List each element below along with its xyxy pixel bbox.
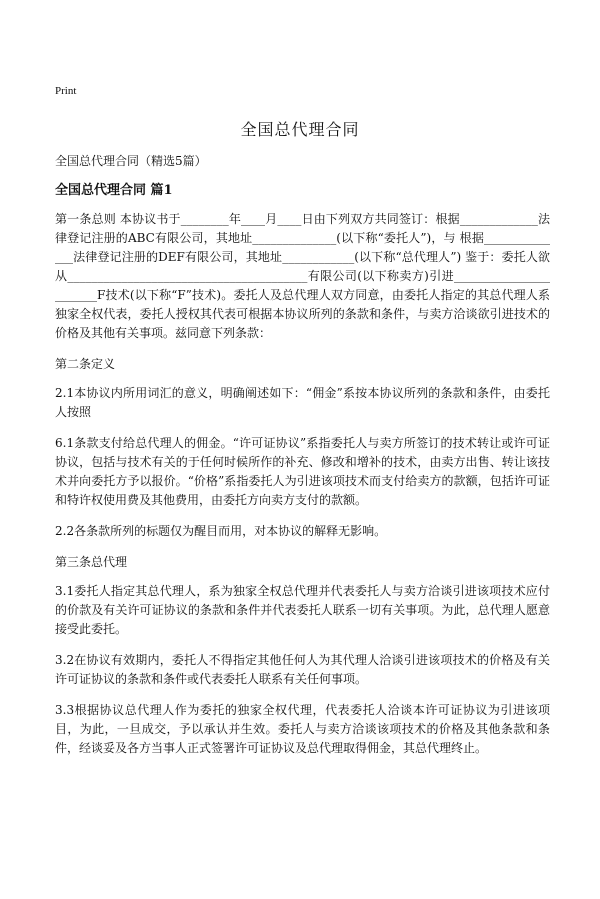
document-body bbox=[55, 152, 550, 770]
paragraph-2-2: 2.2各条款所列的标题仅为醒目而用，对本协议的解释无影响。 bbox=[55, 524, 387, 538]
paragraph-6-1: 6.1条款支付给总代理人的佣金。“许可证协议”系指委托人与卖方所签订的技术转让或许可证协议，包括与技术有关的于任何时候所作的补充、修改和增补的技术，由卖方出售、转让该技术并向委托方予以报价。“价格”系指委托人为引进该项技术而支付给卖方的款额，包括许可证和特许权使用费及其他费用，由委托方向卖方支付的款额。 bbox=[55, 436, 550, 507]
paragraph-article-3-title: 第三条总代理 bbox=[55, 555, 128, 569]
document-title: 全国总代理合同 bbox=[240, 120, 360, 139]
paragraph-3-2: 3.2在协议有效期内，委托人不得指定其他任何人为其代理人洽谈引进该项技术的价格及有关许可证协议的条款和条件或代表委托人联系有关任何事项。 bbox=[55, 653, 550, 686]
document-subtitle: 全国总代理合同（精选5篇） bbox=[55, 154, 207, 168]
print-label: Print bbox=[55, 85, 77, 97]
paragraph-article-2-title: 第二条定义 bbox=[55, 357, 116, 371]
paragraph-3-3: 3.3根据协议总代理人作为委托的独家全权代理，代表委托人洽谈本许可证协议为引进该项目，为此，一旦成交，予以承认并生效。委托人与卖方洽谈该项技术的价格及其他条款和条件，经谈妥及各方当事人正式签署许可证协议及总代理取得佣金，其总代理终止。 bbox=[55, 703, 550, 755]
paragraph-2-1: 2.1本协议内所用词汇的意义，明确阐述如下：“佣金”系按本协议所列的条款和条件，由委托人按照 bbox=[55, 386, 550, 419]
paragraph-article-1: 第一条总则 本协议书于________年____月____日由下列双方共同签订：根据_____________法律登记注册的ABC有限公司，其地址______________(以下称“委托人”)，与 根据______________法律登记注册的DEF有限公司，其地址____________(以下称“总代理人”) 鉴于：委托人欲从________________________________________有限公司(以下称卖方)引进_______________________F技术(以下称“F”技术)。委托人及总代理人双方同意，由委托人指定的其总代理人系独家全权代表，委托人授权其代表可根据本协议所列的条款和条件，与卖方洽谈欲引进技术的价格及其他有关事项。兹同意下列条款： bbox=[55, 212, 550, 340]
paragraph-3-1: 3.1委托人指定其总代理人，系为独家全权总代理并代表委托人与卖方洽谈引进该项技术应付的价款及有关许可证协议的条款和条件并代表委托人联系一切有关事项。为此，总代理人愿意接受此委托。 bbox=[55, 584, 550, 636]
section-heading: 全国总代理合同 篇1 bbox=[55, 183, 173, 198]
